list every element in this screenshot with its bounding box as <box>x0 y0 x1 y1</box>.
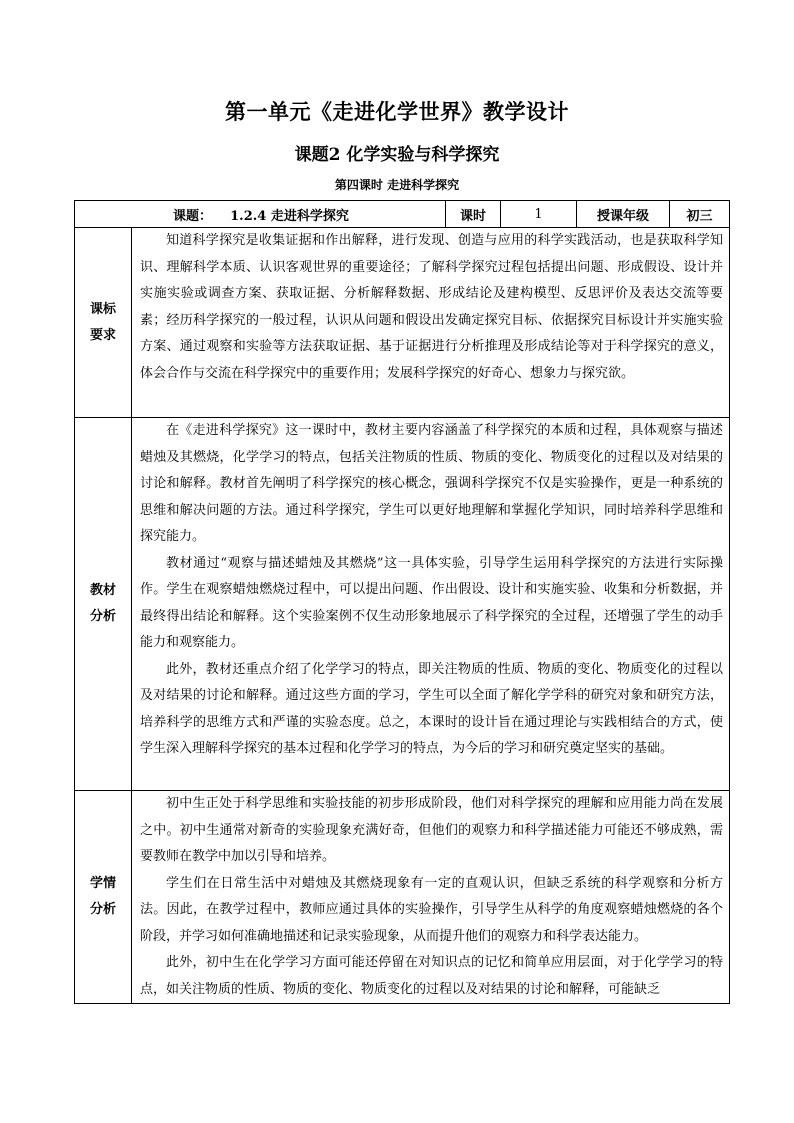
lesson-plan-table <box>74 200 730 1004</box>
grade-value: 初三 <box>670 201 730 228</box>
standards-paragraph: 知道科学探究是收集证据和作出解释，进行发现、创造与应用的科学实践活动，也是获取科学知识、理解科学本质、认识客观世界的重要途径；了解科学探究过程包括提出问题、形成假设、设计并实施实验或调查方案、获取证据、分析解释数据、形成结论及建构模型、反思评价及表达交流等要素；经历科学探究的一般过程，认识从问题和假设出发确定探究目标、依据探究目标设计并实施实验方案、通过观察和实验等方法获取证据、基于证据进行分析推理及形成结论等对于科学探究的意义，体会合作与交流在科学探究中的重要作用；发展科学探究的好奇心、想象力与探究欲。 <box>140 233 723 381</box>
material-content <box>132 418 730 791</box>
document-title: 第一单元《走进化学世界》教学设计 <box>225 99 569 124</box>
document-subtitle: 课题2 化学实验与科学探究 <box>294 145 500 165</box>
students-paragraph: 学生们在日常生活中对蜡烛及其燃烧现象有一定的直观认识，但缺乏系统的科学观察和分析方法。因此，在教学过程中，教师应通过具体的实验操作，引导学生从科学的角度观察蜡烛燃烧的各个阶段，并学习如何准确地描述和记录实验现象，从而提升他们的观察力和科学表达能力。 <box>140 875 723 944</box>
period-label: 课时 <box>446 201 501 228</box>
material-label <box>75 418 132 791</box>
material-label-line1: 教材 <box>89 583 116 598</box>
header-row <box>75 201 730 228</box>
standards-label-line2: 要求 <box>89 327 116 343</box>
students-label-line1: 学情 <box>89 876 116 891</box>
students-label <box>75 791 132 1004</box>
period-value: 1 <box>501 201 577 228</box>
grade-label: 授课年级 <box>577 201 670 228</box>
standards-row <box>75 228 730 418</box>
students-content <box>132 791 730 1004</box>
students-label-line2: 分析 <box>89 902 116 917</box>
topic-cell <box>75 201 446 228</box>
topic-value: 1.2.4 走进科学探究 <box>230 208 349 224</box>
material-paragraph: 此外，教材还重点介绍了化学学习的特点，即关注物质的性质、物质的变化、物质变化的过程以及对结果的讨论和解释。通过这些方面的学习，学生可以全面了解化学学科的研究对象和研究方法，培养科学的思维方式和严谨的实验态度。总之，本课时的设计旨在通过理论与实践相结合的方式，使学生深入理解科学探究的基本过程和化学学习的特点，为今后的学习和研究奠定坚实的基础。 <box>140 661 723 756</box>
material-label-line2: 分析 <box>89 609 116 624</box>
topic-label: 课题： <box>173 208 213 224</box>
students-paragraph: 初中生正处于科学思维和实验技能的初步形成阶段，他们对科学探究的理解和应用能力尚在发展之中。初中生通常对新奇的实验现象充满好奇，但他们的观察力和科学描述能力可能还不够成熟，需要教师在教学中加以引导和培养。 <box>140 796 723 864</box>
material-paragraph: 在《走进科学探究》这一课时中，教材主要内容涵盖了科学探究的本质和过程，具体观察与描述蜡烛及其燃烧，化学学习的特点，包括关注物质的性质、物质的变化、物质变化的过程以及对结果的讨论和解释。教材首先阐明了科学探究的核心概念，强调科学探究不仅是实验操作，更是一种系统的思维和解决问题的方法。通过科学探究，学生可以更好地理解和掌握化学知识，同时培养科学思维和探究能力。 <box>140 423 723 544</box>
students-paragraph: 此外，初中生在化学学习方面可能还停留在对知识点的记忆和简单应用层面，对于化学学习的特点，如关注物质的性质、物质的变化、物质变化的过程以及对结果的讨论和解释，可能缺乏 <box>140 955 723 997</box>
material-row <box>75 418 730 791</box>
students-row <box>75 791 730 1004</box>
standards-content <box>132 228 730 418</box>
lesson-heading: 第四课时 走进科学探究 <box>334 178 460 192</box>
standards-label <box>75 228 132 418</box>
material-paragraph: 教材通过“观察与描述蜡烛及其燃烧”这一具体实验，引导学生运用科学探究的方法进行实际操作。学生在观察蜡烛燃烧过程中，可以提出问题、作出假设、设计和实施实验、收集和分析数据，并最终得出结论和解释。这个实验案例不仅生动形象地展示了科学探究的全过程，还增强了学生的动手能力和观察能力。 <box>140 555 723 650</box>
standards-label-line1: 课标 <box>89 301 116 317</box>
